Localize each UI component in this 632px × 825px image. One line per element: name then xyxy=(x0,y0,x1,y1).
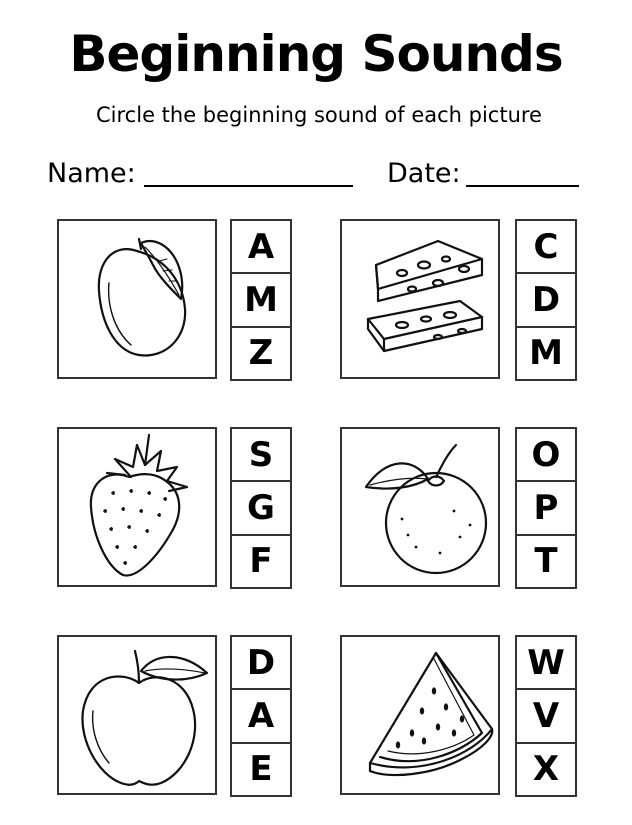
picture-box-cheese xyxy=(340,219,500,379)
letter-choice[interactable]: D xyxy=(232,637,290,690)
name-line[interactable] xyxy=(144,185,353,187)
letter-choice[interactable]: D xyxy=(517,274,575,327)
letter-choice[interactable]: T xyxy=(534,541,558,582)
letter-choice[interactable]: C xyxy=(517,221,575,274)
mango-icon xyxy=(59,221,215,377)
letter-choice[interactable]: M xyxy=(232,274,290,327)
picture-box-strawberry xyxy=(57,427,217,587)
strawberry-icon xyxy=(59,429,215,585)
letter-choice[interactable]: F xyxy=(249,541,273,582)
watermelon-icon xyxy=(342,637,498,793)
picture-box-mango xyxy=(57,219,217,379)
apple-icon xyxy=(59,637,215,793)
letter-choice[interactable]: S xyxy=(232,429,290,482)
letter-choice[interactable]: V xyxy=(517,690,575,743)
letter-choices-apple xyxy=(230,635,292,797)
instructions: Circle the beginning sound of each picture xyxy=(96,103,542,127)
letter-choices-strawberry xyxy=(230,427,292,589)
picture-box-apple xyxy=(57,635,217,795)
picture-box-watermelon xyxy=(340,635,500,795)
letter-choices-mango xyxy=(230,219,292,381)
letter-choice[interactable]: A xyxy=(232,690,290,743)
letter-choice[interactable]: Z xyxy=(248,333,274,374)
letter-choice[interactable]: P xyxy=(517,482,575,535)
date-label: Date: xyxy=(387,158,461,189)
worksheet-title: Beginning Sounds xyxy=(69,25,563,83)
picture-box-orange xyxy=(340,427,500,587)
letter-choice[interactable]: X xyxy=(532,749,560,790)
letter-choice[interactable]: W xyxy=(517,637,575,690)
letter-choices-cheese xyxy=(515,219,577,381)
letter-choice[interactable]: E xyxy=(249,749,273,790)
letter-choices-watermelon xyxy=(515,635,577,797)
cheese-icon xyxy=(342,221,498,377)
letter-choice[interactable]: G xyxy=(232,482,290,535)
orange-icon xyxy=(342,429,498,585)
date-line[interactable] xyxy=(466,185,579,187)
letter-choice[interactable]: M xyxy=(529,333,563,374)
letter-choice[interactable]: O xyxy=(517,429,575,482)
letter-choice[interactable]: A xyxy=(232,221,290,274)
name-label: Name: xyxy=(47,158,136,189)
letter-choices-orange xyxy=(515,427,577,589)
